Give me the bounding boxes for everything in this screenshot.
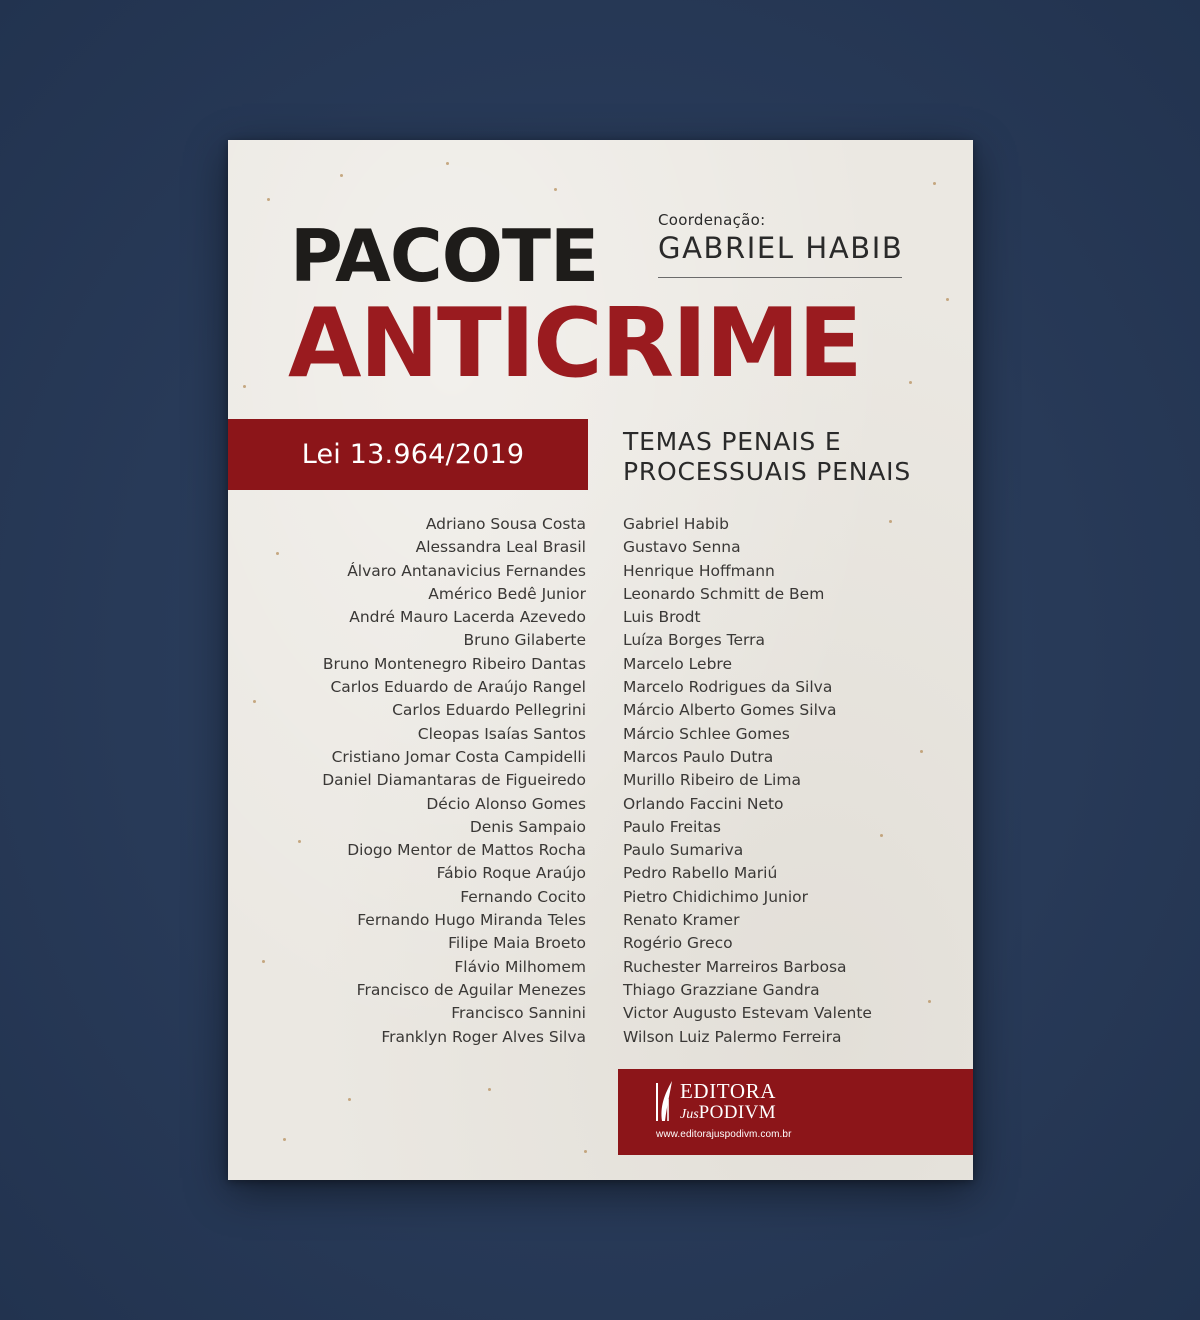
- author-name: Orlando Faccini Neto: [623, 794, 784, 813]
- paper-speck: [933, 182, 936, 185]
- author-name: Alessandra Leal Brasil: [415, 538, 586, 557]
- author-name: Ruchester Marreiros Barbosa: [623, 957, 847, 976]
- author-name: Carlos Eduardo de Araújo Rangel: [330, 678, 586, 697]
- author-name: Bruno Montenegro Ribeiro Dantas: [322, 654, 586, 673]
- author-name: Fernando Cocito: [460, 887, 586, 906]
- author-name: Américo Bedê Junior: [428, 584, 586, 603]
- paper-speck: [920, 750, 923, 753]
- author-name: Gustavo Senna: [623, 538, 741, 557]
- quill-icon: [654, 1077, 676, 1125]
- author-name: Marcos Paulo Dutra: [623, 747, 774, 766]
- coordinator-divider: [658, 277, 902, 278]
- law-number: Lei 13.964/2019: [301, 439, 525, 470]
- paper-speck: [267, 198, 270, 201]
- paper-speck: [348, 1098, 351, 1101]
- paper-speck: [946, 298, 949, 301]
- book-cover: [228, 140, 973, 1180]
- coordinator-name: GABRIEL HABIB: [658, 231, 904, 265]
- paper-speck: [909, 381, 912, 384]
- paper-speck: [554, 188, 557, 191]
- author-name: Diogo Mentor de Mattos Rocha: [347, 841, 586, 860]
- author-name: Henrique Hoffmann: [623, 561, 775, 580]
- paper-speck: [488, 1088, 491, 1091]
- author-name: Victor Augusto Estevam Valente: [623, 1004, 872, 1023]
- author-name: Márcio Alberto Gomes Silva: [623, 701, 837, 720]
- author-name: Luíza Borges Terra: [623, 631, 765, 650]
- author-name: Renato Kramer: [623, 911, 740, 930]
- author-name: Francisco de Aguilar Menezes: [356, 980, 586, 999]
- author-name: Denis Sampaio: [469, 817, 586, 836]
- author-name: Marcelo Rodrigues da Silva: [623, 678, 833, 697]
- author-name: Márcio Schlee Gomes: [623, 724, 790, 743]
- author-name: Paulo Sumariva: [623, 841, 744, 860]
- author-name: Franklyn Roger Alves Silva: [381, 1027, 586, 1046]
- author-name: Carlos Eduardo Pellegrini: [392, 701, 586, 720]
- publisher-podivm: PODIVM: [698, 1102, 777, 1123]
- authors-list-left: [322, 513, 586, 1049]
- author-name: Daniel Diamantaras de Figueiredo: [322, 771, 586, 790]
- paper-speck: [880, 834, 883, 837]
- coordination-label: Coordenação:: [658, 211, 766, 229]
- author-name: Álvaro Antanavicius Fernandes: [347, 561, 586, 580]
- publisher-name-line-1: EDITORA: [680, 1079, 776, 1103]
- author-name: Marcelo Lebre: [623, 654, 732, 673]
- author-name: Filipe Maia Broeto: [448, 934, 586, 953]
- author-name: Rogério Greco: [623, 934, 733, 953]
- publisher-url: www.editorajuspodivm.com.br: [656, 1129, 792, 1140]
- publisher-jus: Jus: [680, 1107, 699, 1122]
- subtitle-line-1: TEMAS PENAIS E: [623, 427, 842, 456]
- author-name: Pedro Rabello Mariú: [623, 864, 778, 883]
- paper-speck: [889, 520, 892, 523]
- author-name: Fábio Roque Araújo: [436, 864, 586, 883]
- paper-speck: [283, 1138, 286, 1141]
- publisher-badge: [618, 1069, 973, 1155]
- title-line-2: ANTICRIME: [288, 289, 861, 399]
- author-name: Décio Alonso Gomes: [426, 794, 586, 813]
- paper-speck: [253, 700, 256, 703]
- author-name: Cristiano Jomar Costa Campidelli: [331, 747, 586, 766]
- paper-speck: [243, 385, 246, 388]
- publisher-name-line-2: [680, 1103, 776, 1122]
- author-name: Fernando Hugo Miranda Teles: [357, 911, 586, 930]
- authors-list-right: [623, 513, 872, 1049]
- author-name: Bruno Gilaberte: [463, 631, 586, 650]
- paper-speck: [298, 840, 301, 843]
- paper-speck: [262, 960, 265, 963]
- paper-speck: [928, 1000, 931, 1003]
- subtitle-line-2: PROCESSUAIS PENAIS: [623, 457, 912, 486]
- author-name: Thiago Grazziane Gandra: [623, 980, 820, 999]
- law-banner: [228, 419, 588, 490]
- paper-speck: [276, 552, 279, 555]
- paper-speck: [340, 174, 343, 177]
- author-name: Pietro Chidichimo Junior: [623, 887, 809, 906]
- author-name: Francisco Sannini: [451, 1004, 586, 1023]
- author-name: Flávio Milhomem: [454, 957, 586, 976]
- author-name: Adriano Sousa Costa: [425, 515, 586, 533]
- subtitle: [623, 427, 911, 487]
- paper-speck: [446, 162, 449, 165]
- author-name: Paulo Freitas: [623, 817, 722, 836]
- author-name: Gabriel Habib: [623, 515, 729, 533]
- title-line-1: PACOTE: [290, 214, 599, 298]
- author-name: Leonardo Schmitt de Bem: [623, 584, 825, 603]
- author-name: Luis Brodt: [623, 608, 701, 627]
- author-name: Cleopas Isaías Santos: [417, 724, 586, 743]
- author-name: Wilson Luiz Palermo Ferreira: [623, 1027, 842, 1046]
- author-name: Murillo Ribeiro de Lima: [623, 771, 801, 790]
- author-name: André Mauro Lacerda Azevedo: [349, 608, 586, 627]
- paper-speck: [584, 1150, 587, 1153]
